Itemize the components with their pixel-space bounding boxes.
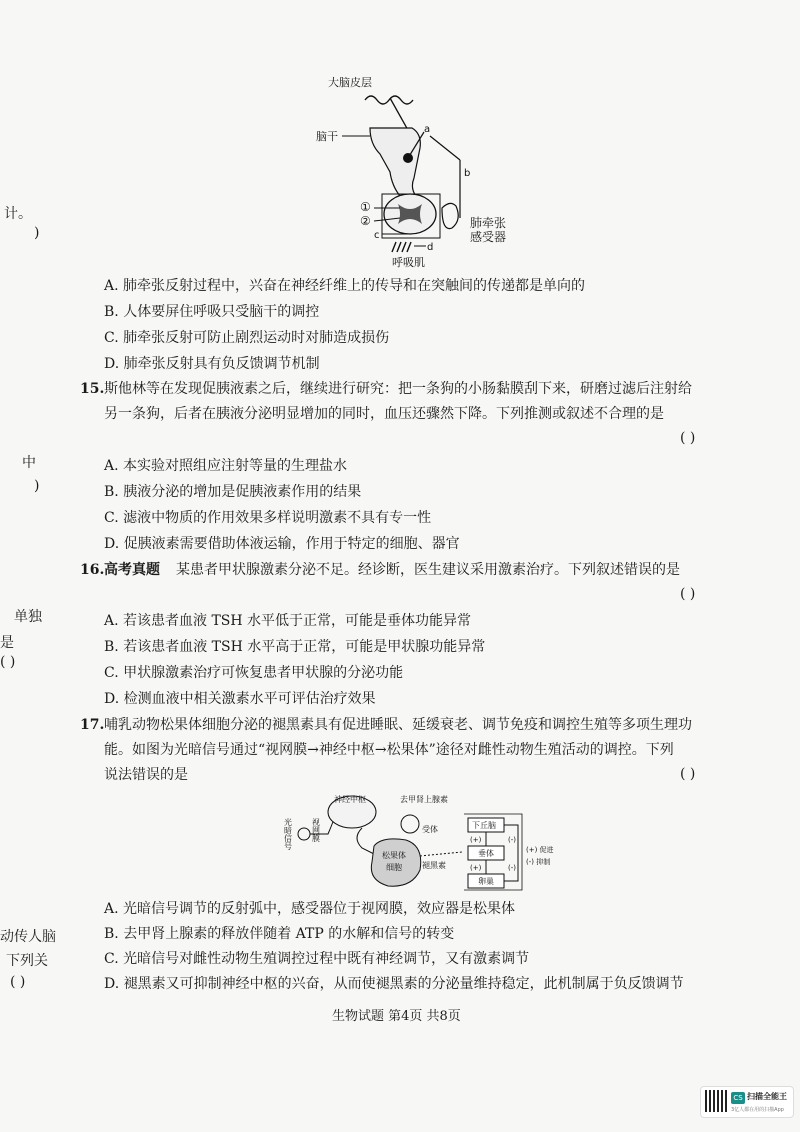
q17-option-c[interactable]: C. 光暗信号对雌性动物生殖调控过程中既有神经调节，又有激素调节 <box>104 951 530 967</box>
q16-number: 16. <box>80 562 105 578</box>
minus-2: (-) <box>508 864 516 872</box>
q15-answer-blank[interactable]: ( ) <box>680 430 696 446</box>
page-footer: 生物试题 第4页 共8页 <box>332 1009 461 1024</box>
edge-text: 动传人脑 <box>0 929 56 945</box>
q16-option-b[interactable]: B. 若该患者血液 TSH 水平高于正常，可能是甲状腺功能异常 <box>104 639 486 655</box>
label-d: d <box>427 242 434 253</box>
q15-option-b[interactable]: B. 胰液分泌的增加是促胰液素作用的结果 <box>104 484 362 500</box>
pituitary-label: 垂体 <box>478 849 494 858</box>
hypothalamus-label: 下丘脑 <box>472 821 496 830</box>
q14-option-b[interactable]: B. 人体要屏住呼吸只受脑干的调控 <box>104 304 320 320</box>
minus-1: (-) <box>508 836 516 844</box>
q17-option-a[interactable]: A. 光暗信号调节的反射弧中，感受器位于视网膜，效应器是松果体 <box>104 901 516 917</box>
edge-text: 下列关 <box>6 953 48 969</box>
retina-label: 视网膜 <box>311 818 321 842</box>
center-label: 神经中枢 <box>334 795 366 804</box>
q17-stem-1: 哺乳动物松果体细胞分泌的褪黑素具有促进睡眠、延缓衰老、调节免疫和调控生殖等多项生理功 <box>104 717 692 733</box>
q16-option-d[interactable]: D. 检测血液中相关激素水平可评估治疗效果 <box>104 691 376 707</box>
circle-2-label: ② <box>360 214 371 228</box>
edge-text: 单独 <box>14 609 42 625</box>
q17-stem-2: 能。如图为光暗信号通过“视网膜→神经中枢→松果体”途径对雌性动物生殖活动的调控。下列 <box>104 742 674 758</box>
legend-promote: (+) 促进 <box>526 846 554 854</box>
edge-text: 中 <box>22 455 36 471</box>
legend-inhibit: (-) 抑制 <box>526 858 551 866</box>
q16-stem: 某患者甲状腺激素分泌不足。经诊断，医生建议采用激素治疗。下列叙述错误的是 <box>176 562 680 578</box>
cortex-wave <box>365 96 413 104</box>
q14-option-c[interactable]: C. 肺牵张反射可防止剧烈运动时对肺造成损伤 <box>104 330 390 346</box>
label-a: a <box>424 124 431 135</box>
receptor-label: 受体 <box>422 825 438 834</box>
q17-option-b[interactable]: B. 去甲肾上腺素的释放伴随着 ATP 的水解和信号的转变 <box>104 926 455 942</box>
lung-receptor-shape <box>442 203 458 228</box>
melatonin-path <box>420 852 462 856</box>
receptor-label-2: 感受器 <box>470 230 507 244</box>
q15-option-c[interactable]: C. 滤液中物质的作用效果多样说明激素不具有专一性 <box>104 510 432 526</box>
retina-eye <box>298 828 310 840</box>
scan-app-title: 扫描全能王 <box>747 1092 787 1101</box>
q16-option-c[interactable]: C. 甲状腺激素治疗可恢复患者甲状腺的分泌功能 <box>104 665 404 681</box>
light-signal-label: 光暗信号 <box>283 818 293 850</box>
q17-option-d[interactable]: D. 褪黑素又可抑制神经中枢的兴奋，从而使褪黑素的分泌量维持稳定，此机制属于负反馈调节 <box>104 976 684 992</box>
ovary-label: 卵巢 <box>478 877 494 886</box>
muscle-label: 呼吸肌 <box>392 256 425 269</box>
brainstem-shape <box>370 128 420 196</box>
scan-app-subtitle: 3亿人都在用的扫描App <box>731 1107 784 1113</box>
q14-option-d[interactable]: D. 肺牵张反射具有负反馈调节机制 <box>104 356 320 372</box>
q15-stem-1: 斯他林等在发现促胰液素之后，继续进行研究：把一条狗的小肠黏膜刮下来，研磨过滤后注射给 <box>104 381 692 397</box>
q16-option-a[interactable]: A. 若该患者血液 TSH 水平低于正常，可能是垂体功能异常 <box>104 613 472 629</box>
q17-answer-blank[interactable]: ( ) <box>680 766 696 782</box>
circle-1-label: ① <box>360 200 371 214</box>
q16-answer-blank[interactable]: ( ) <box>680 586 696 602</box>
q15-option-d[interactable]: D. 促胰液素需要借助体液运输，作用于特定的细胞、器官 <box>104 536 460 552</box>
edge-text: 计。 <box>4 206 32 222</box>
qr-code-icon <box>705 1090 727 1112</box>
plus-1: (+) <box>470 836 482 844</box>
q17-number: 17. <box>80 717 105 733</box>
plus-2: (+) <box>470 864 482 872</box>
pineal-label-2: 细胞 <box>386 863 402 872</box>
q15-number: 15. <box>80 381 105 397</box>
brainstem-label: 脑干 <box>316 130 338 143</box>
pineal-label-1: 松果体 <box>382 851 406 860</box>
scan-app-badge[interactable] <box>700 1086 794 1118</box>
edge-text: ) <box>34 478 40 494</box>
melatonin-label: 褪黑素 <box>422 861 446 870</box>
respiratory-muscle <box>392 242 411 252</box>
feedback-loop <box>504 825 518 881</box>
q14-option-a[interactable]: A. 肺牵张反射过程中，兴奋在神经纤维上的传导和在突触间的传递都是单向的 <box>104 278 586 294</box>
label-b: b <box>464 168 471 179</box>
edge-text: ( ) <box>10 974 26 990</box>
q15-option-a[interactable]: A. 本实验对照组应注射等量的生理盐水 <box>104 458 348 474</box>
norepinephrine-label: 去甲肾上腺素 <box>400 795 448 804</box>
synapse-terminal <box>401 815 419 833</box>
cs-logo-icon: CS <box>731 1092 745 1104</box>
cortex-label: 大脑皮层 <box>328 76 372 89</box>
q17-stem-3: 说法错误的是 <box>104 767 188 783</box>
edge-text: ( ) <box>0 654 16 670</box>
edge-text: ) <box>34 225 40 241</box>
fiber-b <box>430 136 460 160</box>
q16-tag: 高考真题 <box>104 562 160 578</box>
label-c: c <box>374 230 380 241</box>
q15-stem-2: 另一条狗，后者在胰液分泌明显增加的同时，血压还骤然下降。下列推测或叙述不合理的是 <box>104 406 664 422</box>
receptor-label-1: 肺牵张 <box>470 216 507 230</box>
edge-text: 是 <box>0 635 14 651</box>
melatonin-diagram <box>282 790 562 894</box>
